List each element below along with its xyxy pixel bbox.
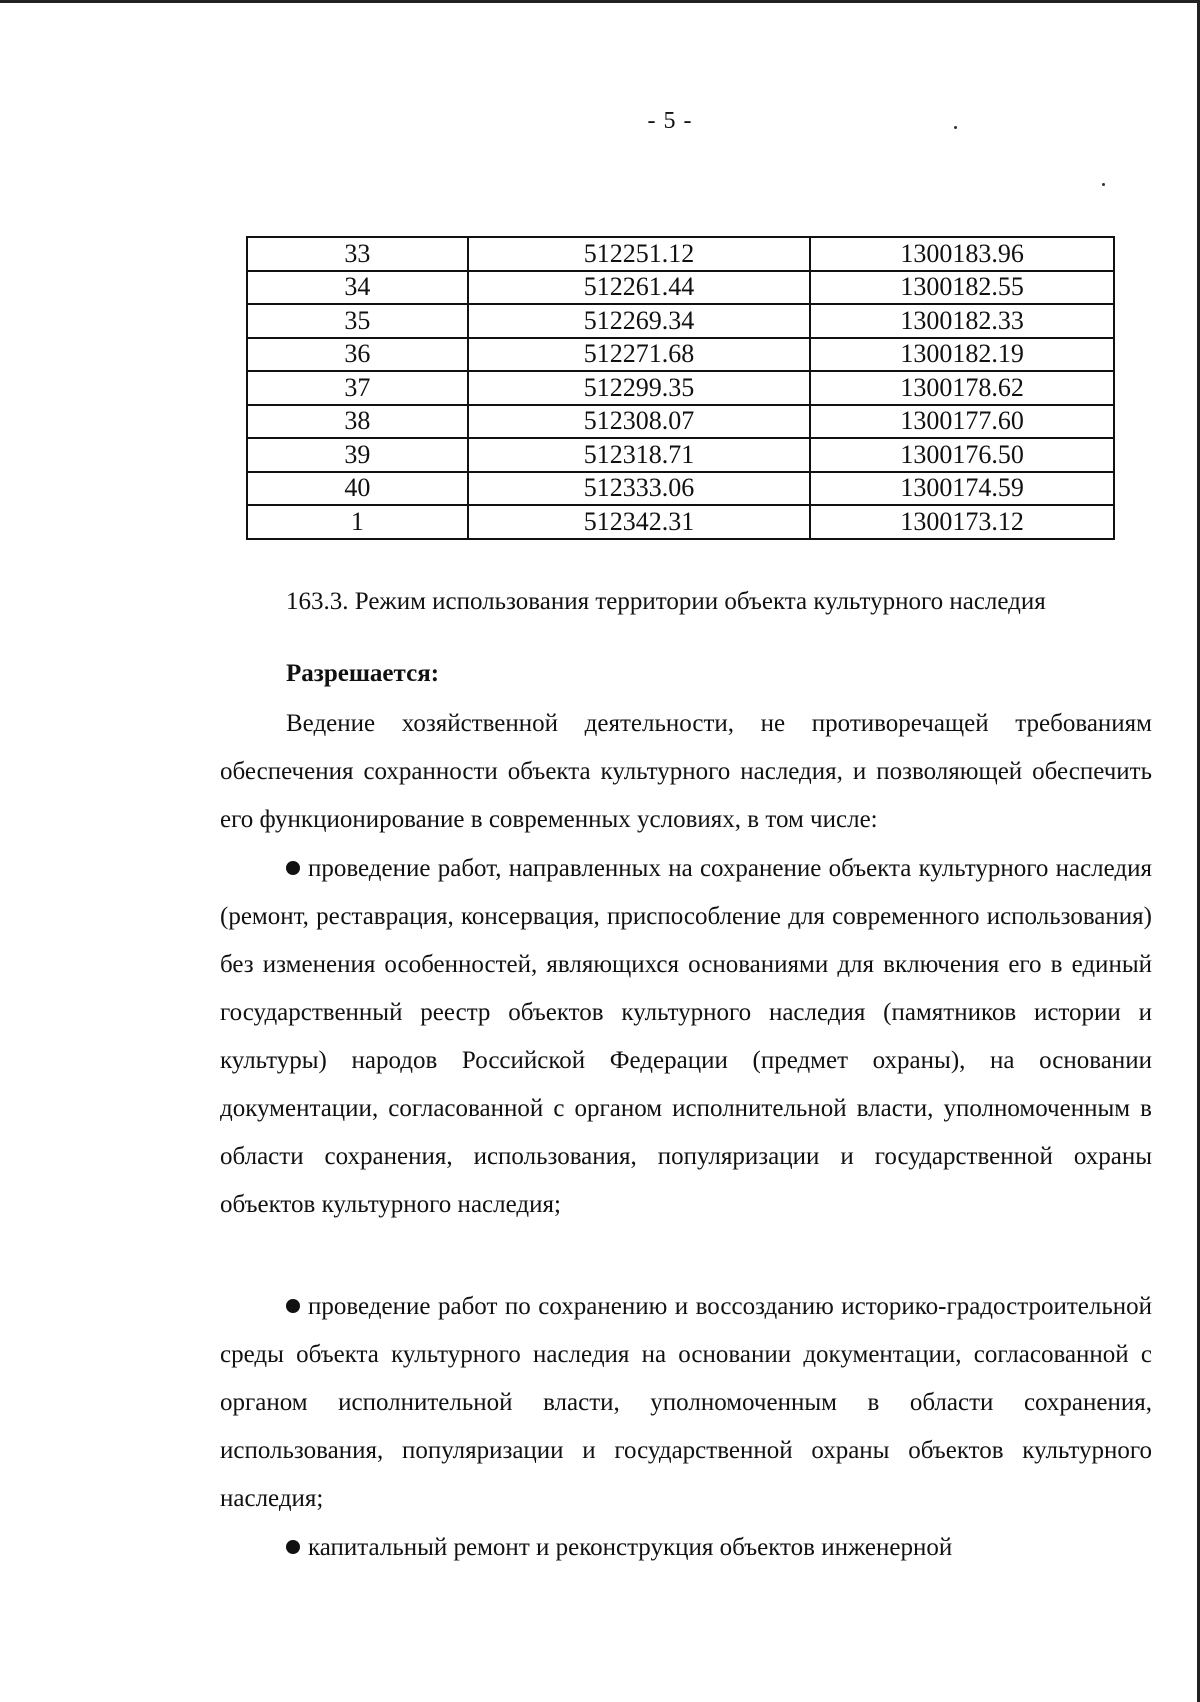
table-row <box>247 472 1114 506</box>
point-number-cell: 36 <box>247 338 468 372</box>
bullet-item-1 <box>220 845 1152 1229</box>
x-coordinate-cell: 512251.12 <box>468 237 810 271</box>
bullet-text: проведение работ по сохранению и воссозданию историко-градостроительной среды объекта культурного наследия на основании документации, согласованной с органом исполнительной власти, уполномоченным в области сохранения, использования, популяризации и государственной охраны объектов культурного наследия; <box>220 1293 1152 1512</box>
section-heading: 163.3. Режим использования территории объекта культурного наследия <box>286 588 1046 615</box>
scan-edge-top <box>0 0 1200 3</box>
scan-speck <box>954 126 957 129</box>
x-coordinate-cell: 512271.68 <box>468 338 810 372</box>
bullet-icon <box>286 1299 300 1313</box>
x-coordinate-cell: 512318.71 <box>468 438 810 472</box>
intro-paragraph: Ведение хозяйственной деятельности, не противоречащей требованиям обеспечения сохранности объекта культурного наследия, и позволяющей обеспечить его функционирование в современных условиях, в том числе: <box>220 710 1152 833</box>
x-coordinate-cell: 512342.31 <box>468 505 810 539</box>
y-coordinate-cell: 1300182.55 <box>810 271 1114 305</box>
scan-speck <box>1102 183 1105 186</box>
y-coordinate-cell: 1300177.60 <box>810 405 1114 439</box>
table-row <box>247 505 1114 539</box>
y-coordinate-cell: 1300182.19 <box>810 338 1114 372</box>
x-coordinate-cell: 512269.34 <box>468 304 810 338</box>
x-coordinate-cell: 512299.35 <box>468 371 810 405</box>
point-number-cell: 37 <box>247 371 468 405</box>
point-number-cell: 34 <box>247 271 468 305</box>
point-number-cell: 39 <box>247 438 468 472</box>
table-row <box>247 371 1114 405</box>
table-row <box>247 438 1114 472</box>
coordinates-table <box>246 236 1115 540</box>
bullet-text: капитальный ремонт и реконструкция объектов инженерной <box>308 1534 953 1561</box>
bullet-item-2 <box>220 1283 1152 1523</box>
point-number-cell: 1 <box>247 505 468 539</box>
point-number-cell: 38 <box>247 405 468 439</box>
table-row <box>247 237 1114 271</box>
y-coordinate-cell: 1300176.50 <box>810 438 1114 472</box>
bullet-icon <box>286 861 300 875</box>
y-coordinate-cell: 1300173.12 <box>810 505 1114 539</box>
x-coordinate-cell: 512261.44 <box>468 271 810 305</box>
bullet-icon <box>286 1540 300 1554</box>
table-row <box>247 338 1114 372</box>
y-coordinate-cell: 1300178.62 <box>810 371 1114 405</box>
table-row <box>247 271 1114 305</box>
y-coordinate-cell: 1300182.33 <box>810 304 1114 338</box>
bullet-text: проведение работ, направленных на сохранение объекта культурного наследия (ремонт, реставрация, консервация, приспособление для современного использования) без изменения особенностей, являющихся основаниями для включения его в единый государственный реестр объектов культурного наследия (памятников истории и культуры) народов Российской Федерации (предмет охраны), на основании документации, согласованной с органом исполнительной власти, уполномоченным в области сохранения, использования, популяризации и государственной охраны объектов культурного наследия; <box>220 855 1152 1218</box>
allowed-label: Разрешается: <box>286 660 440 687</box>
bullet-item-3 <box>220 1524 1152 1572</box>
point-number-cell: 33 <box>247 237 468 271</box>
x-coordinate-cell: 512308.07 <box>468 405 810 439</box>
point-number-cell: 40 <box>247 472 468 506</box>
table-row <box>247 304 1114 338</box>
table-row <box>247 405 1114 439</box>
x-coordinate-cell: 512333.06 <box>468 472 810 506</box>
page-number: - 5 - <box>647 108 693 134</box>
y-coordinate-cell: 1300174.59 <box>810 472 1114 506</box>
point-number-cell: 35 <box>247 304 468 338</box>
y-coordinate-cell: 1300183.96 <box>810 237 1114 271</box>
